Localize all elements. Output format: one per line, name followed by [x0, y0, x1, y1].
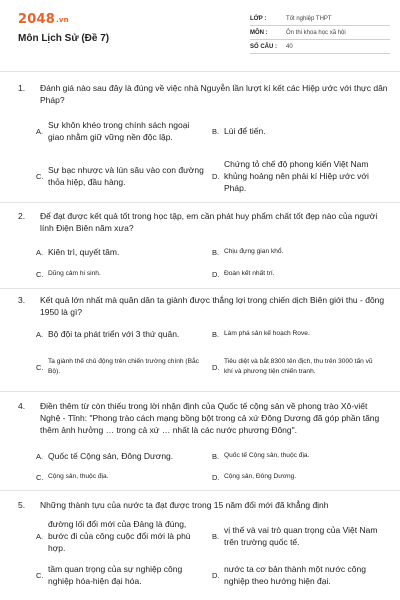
meta-value: Ôn thi khoa học xã hội — [286, 29, 346, 36]
meta-row-count — [250, 40, 390, 54]
question-stem: Đánh giá nào sau đây là đúng về việc nhà Nguyễn lần lượt kí kết các Hiệp ước với thực dân Pháp? — [40, 83, 388, 105]
option-text: Quốc tế Cộng sản, thuộc địa. — [224, 452, 310, 459]
question-4 — [18, 400, 390, 436]
divider — [0, 288, 400, 289]
option-text: Ta giành thế chủ động trên chiến trường chính (Bắc Bộ). — [48, 358, 199, 375]
question-number: 3. — [18, 295, 26, 305]
option-label: A. — [36, 451, 44, 461]
option-d[interactable] — [212, 470, 382, 484]
question-number: 4. — [18, 401, 26, 411]
option-text: vị thế và vai trò quan trọng của Việt Nam trên trường quốc tế. — [224, 525, 378, 547]
option-text: Đoàn kết nhất trí. — [224, 270, 275, 277]
divider — [0, 490, 400, 491]
option-label: A. — [36, 247, 44, 257]
option-text: Quốc tế Cộng sản, Đông Dương. — [48, 451, 174, 461]
option-label: C. — [36, 362, 44, 372]
divider — [0, 202, 400, 203]
option-c[interactable] — [36, 470, 204, 484]
meta-key: LỚP : — [250, 15, 267, 22]
option-label: D. — [212, 362, 220, 372]
option-label: A. — [36, 531, 44, 541]
meta-value: Tốt nghiệp THPT — [286, 15, 332, 22]
logo-suffix: .vn — [55, 16, 69, 24]
question-stem: Kết quả lớn nhất mà quân dân ta giành được thắng lợi trong chiến dịch Biên giới thu - đông 1950 là gì? — [40, 295, 385, 317]
exam-meta-table — [250, 12, 390, 54]
question-stem: Để đạt được kết quả tốt trong học tập, em cần phát huy phẩm chất tốt đẹp nào của người lính Điện Biên năm xưa? — [40, 211, 378, 233]
option-label: C. — [36, 570, 44, 580]
option-label: B. — [212, 247, 220, 257]
question-3 — [18, 294, 390, 318]
question-stem: Những thành tựu của nước ta đạt được trong 15 năm đổi mới đã khẳng định — [40, 500, 329, 510]
option-text: nước ta cơ bản thành một nước công nghiệp theo hướng hiện đại. — [224, 564, 366, 586]
option-label: C. — [36, 269, 44, 279]
option-label: B. — [212, 531, 220, 541]
option-label: B. — [212, 329, 220, 339]
option-label: A. — [36, 126, 44, 136]
option-b[interactable] — [212, 518, 382, 554]
option-d[interactable] — [212, 158, 382, 194]
option-text: Chịu đựng gian khổ. — [224, 248, 284, 255]
option-label: C. — [36, 171, 44, 181]
option-text: tầm quan trọng của sự nghiệp công nghiệp hóa-hiện đại hóa. — [48, 564, 183, 586]
option-d[interactable] — [212, 350, 382, 384]
question-number: 2. — [18, 211, 26, 221]
option-text: đường lối đổi mới của Đảng là đúng, bước đi của công cuộc đổi mới là phù hợp. — [48, 519, 191, 553]
option-label: D. — [212, 570, 220, 580]
option-d[interactable] — [212, 267, 382, 281]
option-a[interactable] — [36, 449, 204, 463]
logo-text: 2048 — [18, 12, 55, 27]
question-5 — [18, 499, 390, 511]
question-number: 5. — [18, 500, 26, 510]
option-c[interactable] — [36, 562, 204, 588]
meta-row-class — [250, 12, 390, 26]
option-text: Chứng tỏ chế độ phong kiến Việt Nam khủng hoảng nên phải kí Hiệp ước với Pháp. — [224, 159, 369, 193]
option-text: Tiêu diệt và bắt 8300 tên địch, thu trên 3000 tấn vũ khí và phương tiện chiến tranh. — [224, 358, 373, 375]
option-text: Bộ đội ta phát triển với 3 thứ quân. — [48, 329, 180, 339]
meta-value: 40 — [286, 43, 293, 50]
option-label: A. — [36, 329, 44, 339]
option-b[interactable] — [212, 327, 382, 341]
meta-key: MÔN : — [250, 29, 268, 36]
option-d[interactable] — [212, 562, 382, 588]
option-label: C. — [36, 472, 44, 482]
site-logo[interactable] — [18, 12, 69, 27]
option-label: D. — [212, 472, 220, 482]
option-text: Cộng sản, thuộc địa. — [48, 473, 109, 480]
option-a[interactable] — [36, 327, 204, 341]
question-2 — [18, 210, 390, 234]
option-text: Sự khôn khéo trong chính sách ngoại giao nhằm giữ vững nền độc lập. — [48, 120, 190, 142]
option-label: D. — [212, 269, 220, 279]
meta-key: SỐ CÂU : — [250, 43, 277, 50]
option-c[interactable] — [36, 158, 204, 194]
option-c[interactable] — [36, 267, 204, 281]
option-text: Làm phá sản kế hoạch Rove. — [224, 330, 310, 337]
option-text: Lùi để tiến. — [224, 126, 266, 136]
option-label: D. — [212, 171, 220, 181]
option-text: Kiên trì, quyết tâm. — [48, 247, 120, 257]
page-header — [0, 0, 400, 66]
divider — [0, 71, 400, 72]
option-a[interactable] — [36, 113, 204, 149]
option-b[interactable] — [212, 113, 382, 149]
divider — [0, 391, 400, 392]
option-b[interactable] — [212, 245, 382, 259]
option-text: Cộng sản, Đông Dương. — [224, 473, 297, 480]
option-b[interactable] — [212, 449, 382, 463]
option-label: B. — [212, 451, 220, 461]
meta-row-subject — [250, 26, 390, 40]
question-stem: Điền thêm từ còn thiếu trong lời nhận định của Quốc tế cộng sản về phong trào Xô-viết Nghệ - Tĩnh: "Phong trào cách mạng bồng bột trong cả xứ Đông Dương đã góp phần tăng thêm ảnh hưởng … trong cả xứ … nhất là các nước phương Đông". — [40, 401, 380, 435]
question-1 — [18, 82, 390, 106]
option-text: Sự bạc nhược và lún sâu vào con đường thỏa hiệp, đầu hàng. — [48, 165, 204, 187]
question-number: 1. — [18, 83, 26, 93]
option-label: B. — [212, 126, 220, 136]
option-text: Dũng cảm hi sinh. — [48, 270, 101, 277]
exam-subject-title: Môn Lịch Sử (Đề 7) — [18, 33, 110, 44]
option-a[interactable] — [36, 518, 204, 554]
option-c[interactable] — [36, 352, 204, 382]
option-a[interactable] — [36, 245, 204, 259]
